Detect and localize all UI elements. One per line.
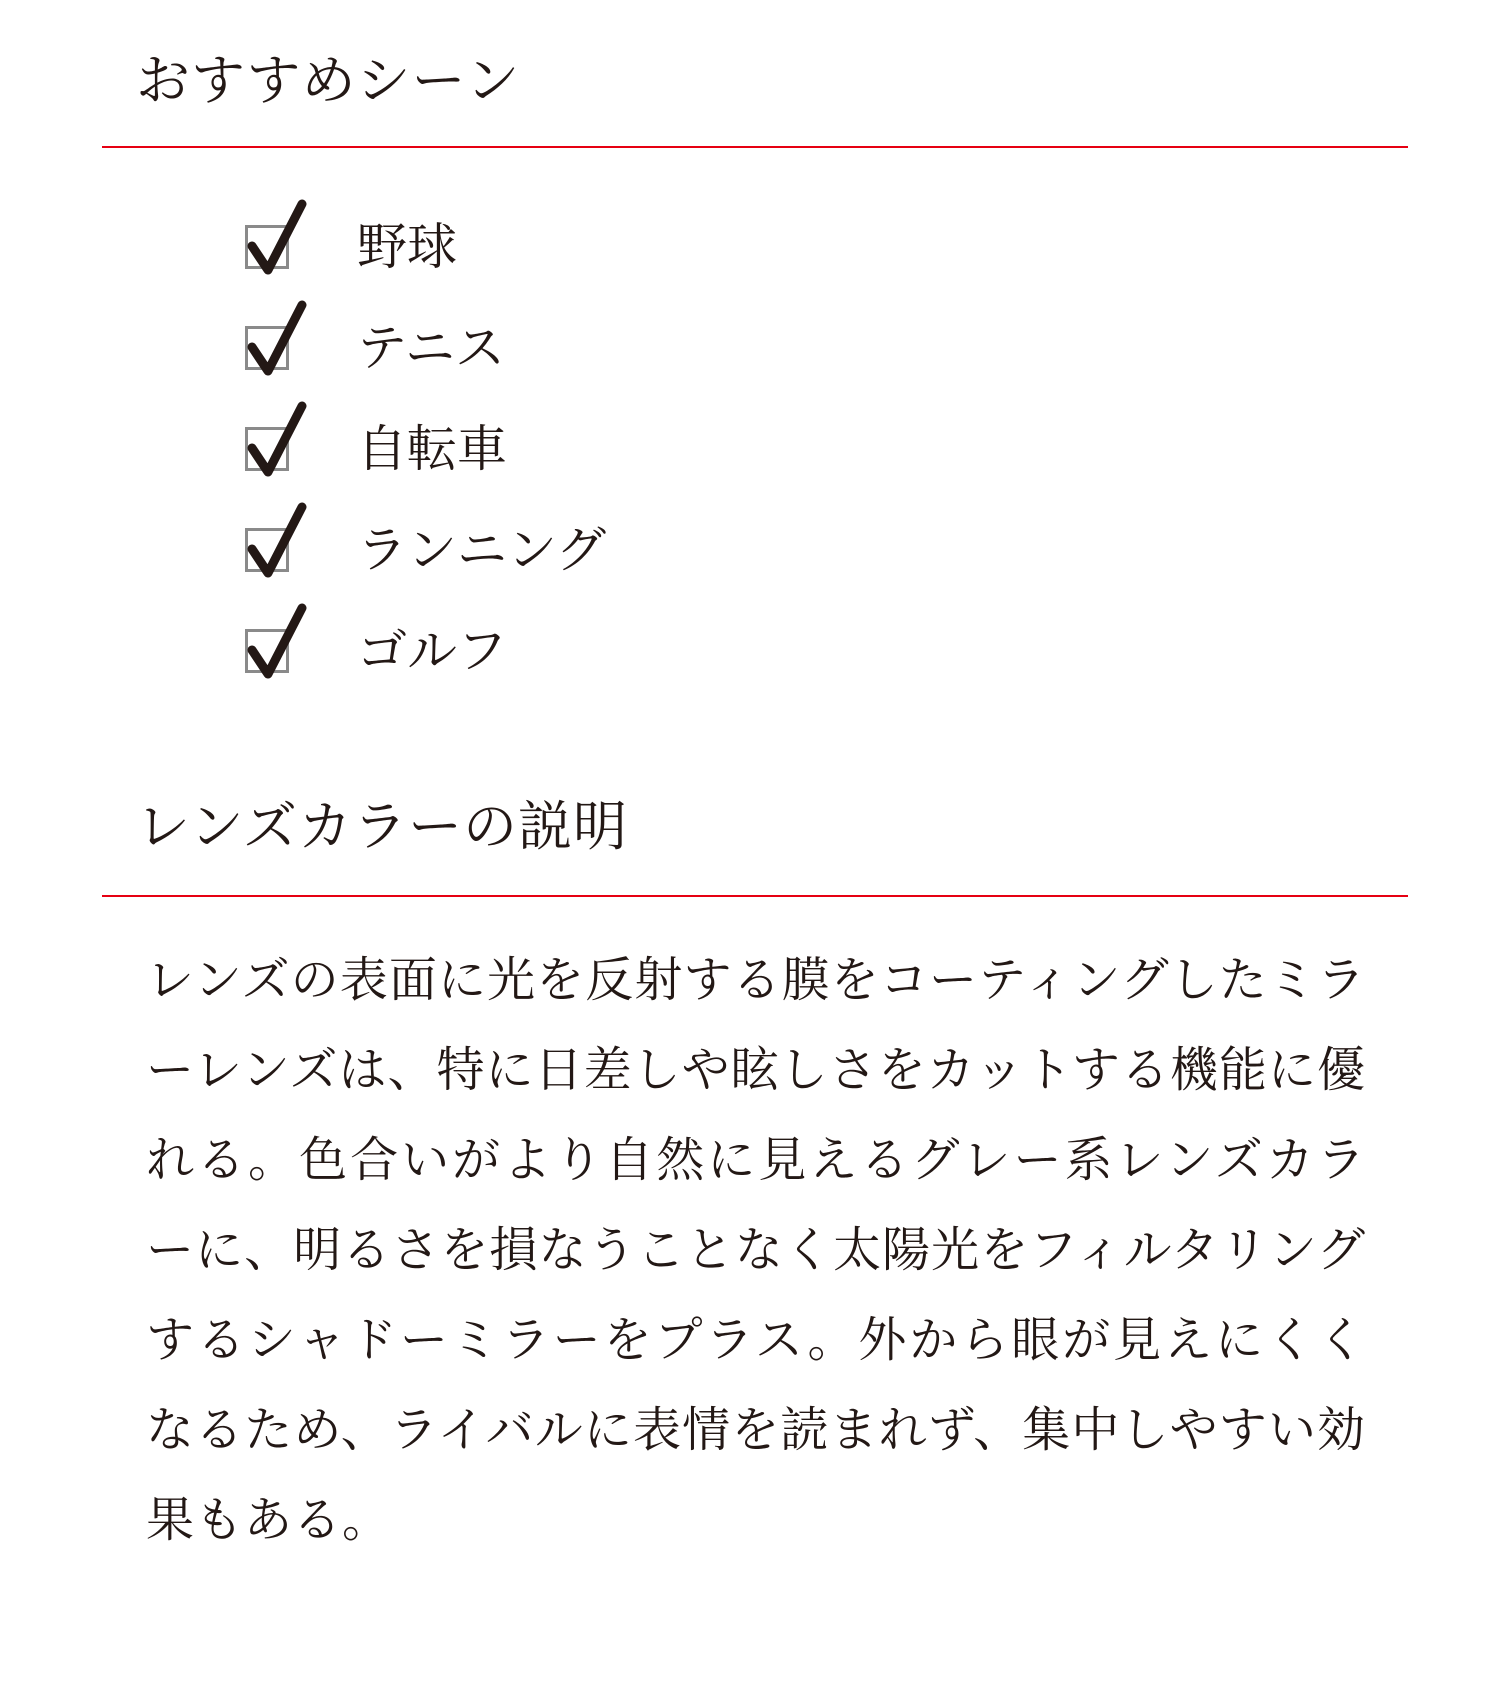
section-divider (102, 146, 1408, 148)
lens-color-title: レンズカラーの説明 (136, 795, 629, 858)
scene-label: ランニング (357, 521, 606, 579)
scene-label: ゴルフ (357, 622, 507, 680)
checkbox-baseball (245, 225, 289, 269)
checkmark-icon (246, 503, 308, 579)
scene-item-tennis (245, 306, 945, 407)
scene-item-cycling (245, 407, 945, 508)
checkmark-icon (246, 200, 308, 276)
recommended-scenes-list (245, 205, 945, 710)
recommended-scenes-title: おすすめシーン (136, 49, 521, 112)
scene-item-running (245, 508, 945, 609)
scene-item-golf (245, 609, 945, 710)
scene-label: 野球 (357, 218, 457, 276)
scene-label: 自転車 (357, 420, 507, 478)
checkbox-cycling (245, 427, 289, 471)
checkbox-running (245, 528, 289, 572)
checkbox-golf (245, 629, 289, 673)
scene-label: テニス (357, 319, 505, 377)
checkmark-icon (246, 301, 308, 377)
lens-color-description: レンズの表面に光を反射する膜をコーティングしたミラーレンズは、特に日差しや眩しさをカットする機能に優れる。色合いがより自然に見えるグレー系レンズカラーに、明るさを損なうことなく太陽光をフィルタリングするシャドーミラーをプラス。外から眼が見えにくくなるため、ライバルに表情を読まれず、集中しやすい効果もある。 (146, 952, 1366, 1548)
checkmark-icon (246, 604, 308, 680)
checkmark-icon (246, 402, 308, 478)
scene-item-baseball (245, 205, 945, 306)
checkbox-tennis (245, 326, 289, 370)
section-divider (102, 895, 1408, 897)
